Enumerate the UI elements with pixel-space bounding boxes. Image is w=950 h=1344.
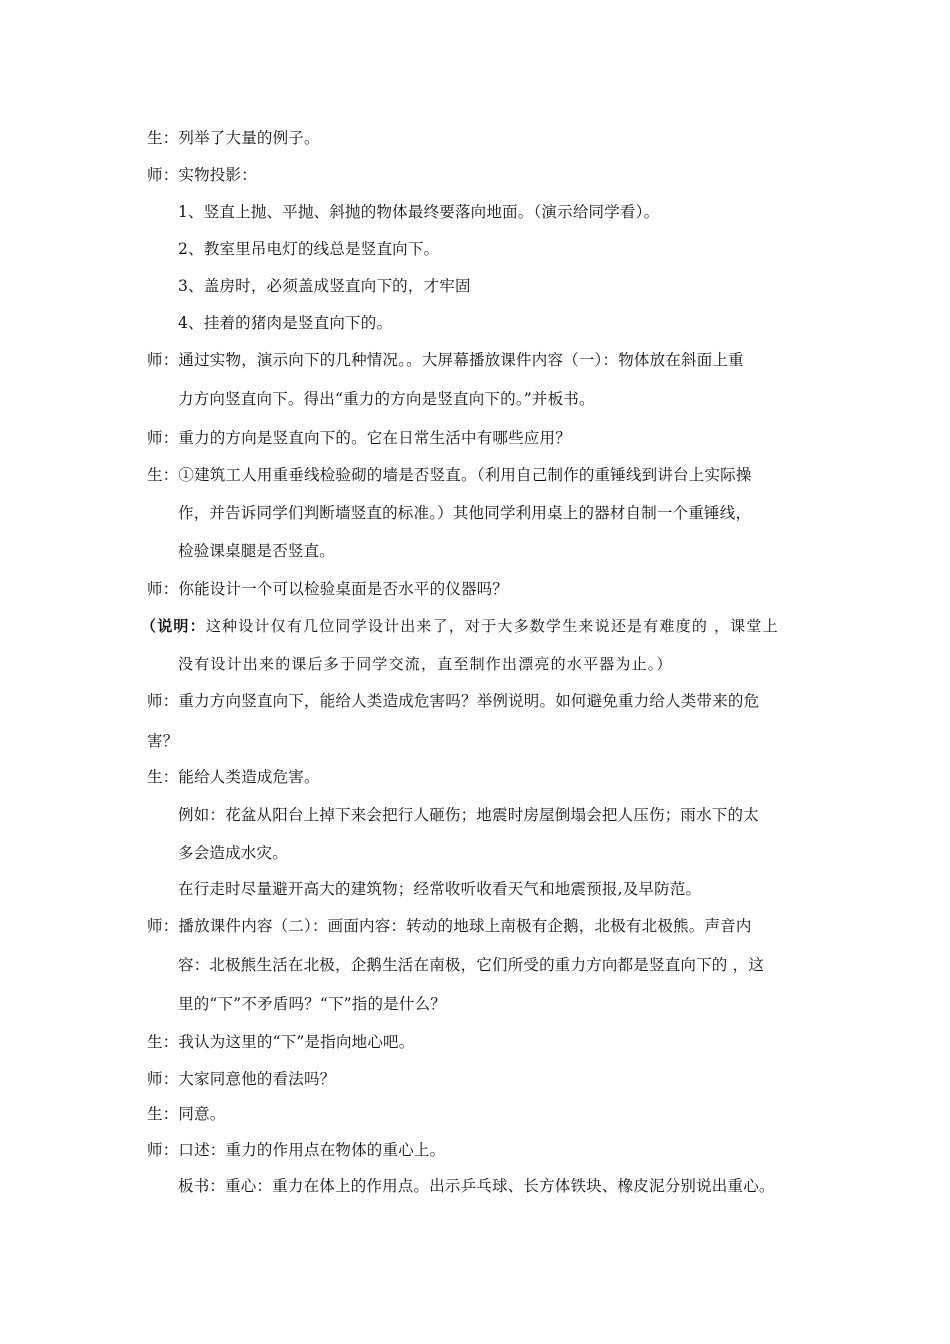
paragraph-line: 在行走时尽量避开高大的建筑物；经常收听收看天气和地震预报,及早防范。: [178, 880, 702, 898]
paragraph-line: 害？: [147, 732, 179, 750]
note-line: [141, 616, 779, 636]
note-line: 没有设计出来的课后多于同学交流，直至制作出漂亮的水平器为止。）: [178, 655, 673, 673]
paragraph-line: 师：通过实物，演示向下的几种情况。。大屏幕播放课件内容（一）：物体放在斜面上重: [147, 351, 744, 369]
paragraph-line: 生：①建筑工人用重垂线检验砌的墙是否竖直。（利用自己制作的重锤线到讲台上实际操: [147, 466, 752, 484]
paragraph-line: 师：你能设计一个可以检验桌面是否水平的仪器吗？: [147, 580, 509, 598]
paragraph-line: 师：重力的方向是竖直向下的。它在日常生活中有哪些应用？: [147, 429, 571, 447]
list-item: 2、教室里吊电灯的线总是竖直向下。: [178, 240, 440, 258]
note-label: （说明：: [141, 617, 206, 635]
paragraph-line: 检验课桌腿是否竖直。: [178, 542, 336, 560]
paragraph-line: 容：北极熊生活在北极，企鹅生活在南极，它们所受的重力方向都是竖直向下的 ，这: [178, 956, 765, 974]
note-text: 这种设计仅有几位同学设计出来了，对于大多数学生来说还是有难度的 ，课堂上: [205, 617, 779, 635]
paragraph-line: 多会造成水灾。: [178, 844, 288, 862]
paragraph-line: 生：同意。: [147, 1105, 226, 1123]
paragraph-line: 师：重力方向竖直向下，能给人类造成危害吗？举例说明。如何避免重力给人类带来的危: [147, 692, 760, 710]
paragraph-line: 例如：花盆从阳台上掉下来会把行人砸伤；地震时房屋倒塌会把人压伤；雨水下的太: [178, 806, 759, 824]
list-item: 1、竖直上抛、平抛、斜抛的物体最终要落向地面。（演示给同学看）。: [178, 203, 660, 221]
paragraph-line: 板书：重心：重力在体上的作用点。出示乒乓球、长方体铁块、橡皮泥分别说出重心。: [178, 1177, 775, 1195]
paragraph-line: 作，并告诉同学们判断墙竖直的标准。）其他同学利用桌上的器材自制一个重锤线，: [178, 504, 752, 522]
paragraph-line: 师：大家同意他的看法吗？: [147, 1070, 336, 1088]
paragraph-line: 力方向竖直向下。得出“重力的方向是竖直向下的。”并板书。: [178, 390, 595, 408]
paragraph-line: 师：实物投影：: [147, 166, 257, 184]
paragraph-line: 里的“下”不矛盾吗？“下”指的是什么？: [178, 995, 446, 1013]
paragraph-line: 生：能给人类造成危害。: [147, 768, 320, 786]
paragraph-line: 师：口述：重力的作用点在物体的重心上。: [147, 1141, 446, 1159]
paragraph-line: 生：列举了大量的例子。: [147, 129, 320, 147]
list-item: 4、挂着的猪肉是竖直向下的。: [178, 314, 393, 332]
paragraph-line: 生：我认为这里的“下”是指向地心吧。: [147, 1033, 415, 1051]
paragraph-line: 师：播放课件内容（二）：画面内容：转动的地球上南极有企鹅，北极有北极熊。声音内: [147, 917, 752, 935]
list-item: 3、盖房时，必须盖成竖直向下的，才牢固: [178, 277, 471, 295]
